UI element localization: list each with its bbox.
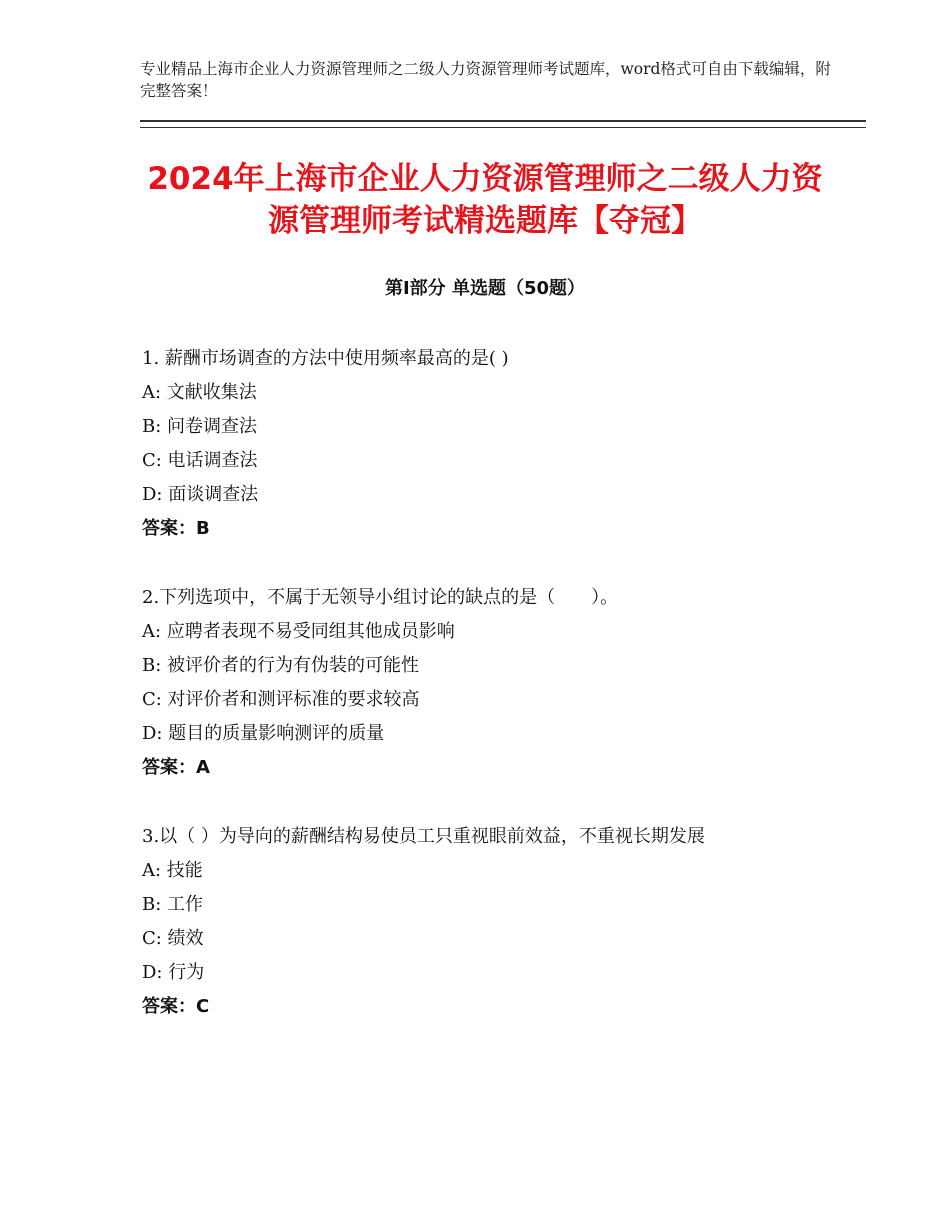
document-title: 2024年上海市企业人力资源管理师之二级人力资源管理师考试精选题库【夺冠】 — [147, 161, 823, 239]
option-b: B: 问卷调查法 — [142, 416, 258, 437]
option-c: C: 电话调查法 — [142, 450, 258, 471]
option-b: B: 工作 — [142, 894, 204, 915]
option-d: D: 行为 — [142, 962, 205, 983]
option-a: A: 技能 — [142, 860, 203, 881]
question-3 — [142, 820, 832, 1024]
question-2 — [142, 581, 832, 785]
question-stem: 3.以（ ）为导向的薪酬结构易使员工只重视眼前效益，不重视长期发展 — [142, 826, 705, 847]
question-stem: 1. 薪酬市场调查的方法中使用频率最高的是( ) — [142, 348, 509, 369]
option-d: D: 面谈调查法 — [142, 484, 259, 505]
question-stem: 2.下列选项中，不属于无领导小组讨论的缺点的是（ ）。 — [142, 587, 619, 608]
answer: 答案：A — [142, 757, 210, 778]
option-c: C: 对评价者和测评标准的要求较高 — [142, 689, 420, 710]
answer: 答案：B — [142, 518, 210, 539]
question-1 — [142, 342, 832, 546]
section-heading: 第Ⅰ部分 单选题（50题） — [384, 278, 585, 299]
option-a: A: 文献收集法 — [142, 382, 257, 403]
option-d: D: 题目的质量影响测评的质量 — [142, 723, 385, 744]
option-c: C: 绩效 — [142, 928, 204, 949]
header-divider — [140, 120, 866, 128]
header-note: 专业精品上海市企业人力资源管理师之二级人力资源管理师考试题库，word格式可自由下载编辑，附完整答案！ — [140, 60, 831, 100]
option-b: B: 被评价者的行为有伪装的可能性 — [142, 655, 420, 676]
option-a: A: 应聘者表现不易受同组其他成员影响 — [142, 621, 455, 642]
answer: 答案：C — [142, 996, 210, 1017]
